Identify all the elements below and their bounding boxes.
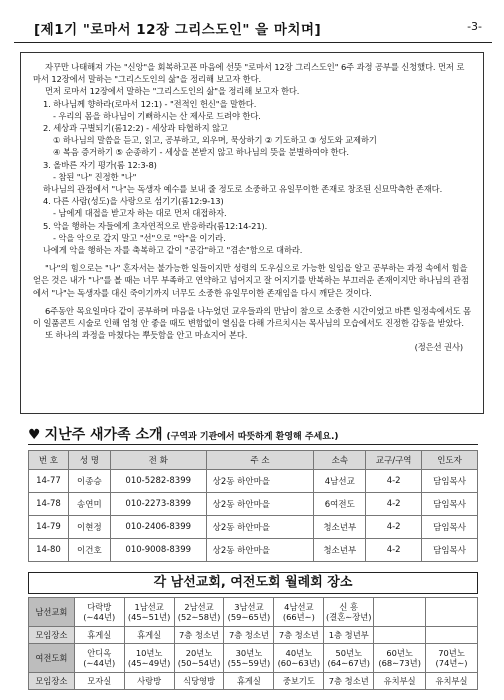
letter-subitem: 나에게 악을 행하는 자를 축복하고 같이 "공감"하고 "겸손"함으로 대하라. bbox=[43, 245, 303, 256]
meeting-places-title: 각 남선교회, 여전도회 월례회 장소 bbox=[28, 572, 478, 594]
member-district: 4-2 bbox=[366, 493, 422, 516]
women-group bbox=[224, 644, 274, 673]
new-family-subtitle: (구역과 기관에서 따뜻하게 환영해 주세요.) bbox=[166, 432, 339, 442]
meeting-place: 휴게실 bbox=[74, 627, 124, 644]
group-age: (66년∼) bbox=[282, 612, 315, 622]
letter-paragraph: 또 하나의 과정을 마쳤다는 뿌듯함을 안고 마쇼지어 본다. bbox=[45, 330, 248, 341]
meeting-place: 1층 청년부 bbox=[324, 627, 374, 644]
bulletin-page bbox=[14, 12, 492, 692]
men-group bbox=[124, 598, 174, 627]
member-phone: 010-9008-8399 bbox=[110, 539, 206, 562]
table-row bbox=[29, 516, 478, 539]
men-label: 남선교회 bbox=[29, 598, 75, 627]
men-groups-row bbox=[29, 598, 478, 627]
letter-signature: (정은선 권사) bbox=[414, 342, 463, 353]
women-group bbox=[124, 644, 174, 673]
new-family-heading bbox=[28, 424, 339, 444]
table-row bbox=[29, 539, 478, 562]
place-label: 모임장소 bbox=[29, 627, 75, 644]
men-places-row bbox=[29, 627, 478, 644]
meeting-place: 식당영방 bbox=[174, 673, 224, 690]
empty-cell bbox=[426, 598, 478, 627]
group-age: (52∼58년) bbox=[177, 612, 221, 622]
men-group bbox=[224, 598, 274, 627]
letter-item: 3. 올바른 자기 평가(롬 12:3-8) bbox=[43, 159, 157, 170]
member-number: 14-77 bbox=[29, 470, 69, 493]
member-group: 4남선교 bbox=[314, 470, 366, 493]
member-district: 4-2 bbox=[366, 539, 422, 562]
group-name: 20년노 bbox=[185, 648, 213, 658]
empty-cell bbox=[374, 627, 426, 644]
women-group bbox=[74, 644, 124, 673]
group-age: (∼44년) bbox=[83, 612, 116, 622]
divider bbox=[28, 444, 478, 445]
member-address: 상2동 하안마을 bbox=[206, 470, 314, 493]
group-name: 3남선교 bbox=[234, 602, 264, 612]
meeting-place: 사랑방 bbox=[124, 673, 174, 690]
letter-paragraph: 자꾸만 나태해져 가는 "신앙"을 회복하고픈 마음에 선뜻 "로마서 12장 그리스도인" 6주 과정 공부를 신청했다. 먼저 로마서 12장에서 말하는 "그리스도인의 삶"을 정리해 보고자 한다. bbox=[33, 62, 465, 85]
group-age: (55∼59년) bbox=[227, 658, 271, 668]
group-name: 10년노 bbox=[135, 648, 163, 658]
table-row bbox=[29, 493, 478, 516]
group-age: (50∼54년) bbox=[177, 658, 221, 668]
meeting-place: 7층 청소년 bbox=[174, 627, 224, 644]
meeting-places-table bbox=[28, 597, 478, 690]
member-phone: 010-2273-8399 bbox=[110, 493, 206, 516]
empty-cell bbox=[374, 598, 426, 627]
table-header-row bbox=[29, 451, 478, 470]
column-header: 교구/구역 bbox=[366, 451, 422, 470]
group-name: 50년노 bbox=[335, 648, 363, 658]
meeting-place: 휴게실 bbox=[224, 673, 274, 690]
group-age: (45∼51년) bbox=[127, 612, 171, 622]
group-name: 30년노 bbox=[235, 648, 263, 658]
letter-item: 5. 악을 행하는 자들에게 초자연적으로 반응하라(롬12:14-21). bbox=[43, 220, 268, 231]
member-name: 이종승 bbox=[68, 470, 110, 493]
page-header bbox=[14, 16, 492, 43]
new-family-table bbox=[28, 450, 478, 562]
empty-cell bbox=[426, 627, 478, 644]
letter-item: 4. 다른 사람(성도)을 사랑으로 섬기기(롬12:9-13) bbox=[43, 196, 224, 207]
place-label: 모임장소 bbox=[29, 673, 75, 690]
group-age: (74년∼) bbox=[435, 658, 468, 668]
heart-icon: ♥ bbox=[28, 427, 41, 443]
page-title: [제1기 "로마서 12장 그리스도인" 을 마치며] bbox=[34, 22, 322, 38]
member-guide: 담임목사 bbox=[422, 516, 478, 539]
member-name: 이건호 bbox=[68, 539, 110, 562]
new-family-title: 지난주 새가족 소개 bbox=[44, 427, 163, 443]
member-name: 이현정 bbox=[68, 516, 110, 539]
letter-item: 2. 세상과 구별되기(롬12:2) - 세상과 타협하지 않고 bbox=[43, 123, 228, 134]
member-guide: 담임목사 bbox=[422, 493, 478, 516]
column-header: 소속 bbox=[314, 451, 366, 470]
testimony-letter bbox=[20, 52, 484, 414]
column-header: 주 소 bbox=[206, 451, 314, 470]
group-age: (64∼67년) bbox=[327, 658, 371, 668]
member-phone: 010-5282-8399 bbox=[110, 470, 206, 493]
member-group: 청소년부 bbox=[314, 516, 366, 539]
member-number: 14-78 bbox=[29, 493, 69, 516]
member-group: 6여전도 bbox=[314, 493, 366, 516]
column-header: 전 화 bbox=[110, 451, 206, 470]
group-name: 1남선교 bbox=[134, 602, 164, 612]
group-name: 신 흥 bbox=[339, 602, 359, 612]
group-name: 2남선교 bbox=[184, 602, 214, 612]
meeting-place: 7층 청소년 bbox=[324, 673, 374, 690]
member-district: 4-2 bbox=[366, 470, 422, 493]
letter-paragraph: 먼저 로마서 12장에서 말하는 "그리스도인의 삶"을 정리해 보고자 한다. bbox=[45, 86, 300, 97]
letter-subitem: ① 하나님의 말씀을 듣고, 읽고, 공부하고, 외우며, 묵상하기 ② 기도하고 ③ 성도와 교제하기 bbox=[53, 135, 377, 146]
group-age: (60∼63년) bbox=[277, 658, 321, 668]
women-group bbox=[274, 644, 324, 673]
letter-subitem: 하나님의 관점에서 "나"는 독생자 예수를 보내 줄 정도로 소중하고 유일무이한 존재로 창조된 신묘막측한 존재다. bbox=[43, 184, 443, 195]
meeting-place: 중보기도 bbox=[274, 673, 324, 690]
meeting-place: 7층 청소년 bbox=[274, 627, 324, 644]
member-address: 상2동 하안마을 bbox=[206, 539, 314, 562]
letter-subitem: - 우리의 몸을 하나님이 기뻐하시는 산 제사로 드려야 한다. bbox=[53, 110, 261, 121]
member-address: 상2동 하안마을 bbox=[206, 516, 314, 539]
member-number: 14-79 bbox=[29, 516, 69, 539]
group-age: (∼44년) bbox=[83, 658, 116, 668]
column-header: 성 명 bbox=[68, 451, 110, 470]
women-group bbox=[426, 644, 478, 673]
meeting-place: 유치부실 bbox=[426, 673, 478, 690]
meeting-place: 휴게실 bbox=[124, 627, 174, 644]
women-groups-row bbox=[29, 644, 478, 673]
men-group bbox=[174, 598, 224, 627]
group-name: 다락방 bbox=[87, 602, 112, 612]
letter-subitem: - 악을 악으로 갚지 말고 "선"으로 "악"을 이기라. bbox=[53, 232, 226, 243]
women-group bbox=[374, 644, 426, 673]
men-group bbox=[324, 598, 374, 627]
group-age: (59∼65년) bbox=[227, 612, 271, 622]
column-header: 인도자 bbox=[422, 451, 478, 470]
group-name: 60년노 bbox=[386, 648, 413, 658]
member-name: 송연미 bbox=[68, 493, 110, 516]
men-group bbox=[274, 598, 324, 627]
column-header: 번 호 bbox=[29, 451, 69, 470]
page-number: -3- bbox=[467, 20, 482, 33]
group-age: (결혼∼장년) bbox=[326, 612, 372, 622]
letter-paragraph: "나"의 힘으로는 "나" 혼자서는 불가능한 일들이지만 성령의 도우심으로 가능한 일임을 알고 공부하는 과정 속에서 힘을 얻은 것은 내가 "나"를 볼 때는 너무 부족하고 연약하고 넘어지고 잘 어지기를 반복하는 부끄러운 존재이지만 하나님의 관점에서 "나"는 독생자를 대신 죽이기까지 너무도 소중한 유일무이한 존재임을 다시 깨닫은 것이다. bbox=[33, 263, 469, 298]
group-age: (45∼49년) bbox=[127, 658, 171, 668]
group-name: 40년노 bbox=[285, 648, 313, 658]
group-name: 안디옥 bbox=[87, 648, 112, 658]
meeting-place: 유치부실 bbox=[374, 673, 426, 690]
letter-subitem: - 참된 "나" 진정한 "나" bbox=[53, 171, 137, 182]
table-row bbox=[29, 470, 478, 493]
member-number: 14-80 bbox=[29, 539, 69, 562]
men-group bbox=[74, 598, 124, 627]
member-phone: 010-2406-8399 bbox=[110, 516, 206, 539]
women-group bbox=[324, 644, 374, 673]
women-group bbox=[174, 644, 224, 673]
letter-subitem: - 남에게 대접을 받고자 하는 대로 먼저 대접하자. bbox=[53, 208, 227, 219]
letter-paragraph: 6주동안 목요일마다 같이 공부하며 마음을 나누었던 교우들과의 만남이 참으로 소중한 시간이었고 바쁜 일정속에서도 몸이 일품콘트 시술로 인해 엄청 안 좋을 때도 변함없이 열심을 다해 가르치시는 목사님의 모습에서도 진정한 감동을 받았다. bbox=[33, 305, 471, 329]
group-name: 4남선교 bbox=[284, 602, 314, 612]
letter-item: 1. 하나님께 향하라(로마서 12:1) - "전적인 헌신"을 말한다. bbox=[43, 98, 257, 109]
meeting-place: 7층 청소년 bbox=[224, 627, 274, 644]
member-address: 상2동 하안마을 bbox=[206, 493, 314, 516]
letter-subitem: ④ 복음 증거하기 ⑤ 순종하기 - 세상을 본받지 않고 하나님의 뜻을 분별하여야 한다. bbox=[53, 147, 349, 158]
women-places-row bbox=[29, 673, 478, 690]
member-district: 4-2 bbox=[366, 516, 422, 539]
meeting-place: 모자실 bbox=[74, 673, 124, 690]
member-guide: 담임목사 bbox=[422, 470, 478, 493]
women-label: 여전도회 bbox=[29, 644, 75, 673]
member-group: 청소년부 bbox=[314, 539, 366, 562]
group-age: (68∼73년) bbox=[378, 658, 421, 668]
group-name: 70년노 bbox=[438, 648, 465, 658]
member-guide: 담임목사 bbox=[422, 539, 478, 562]
